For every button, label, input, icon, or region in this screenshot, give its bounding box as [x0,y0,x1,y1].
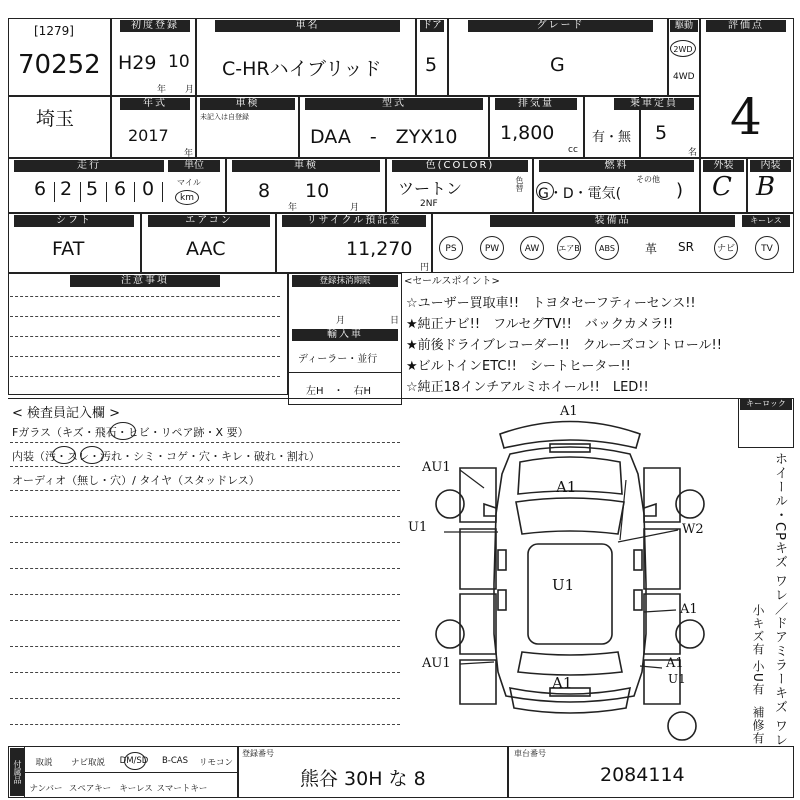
color-name: ツートン [398,179,463,198]
inspection-year: 8 [258,180,271,202]
mark-right-door: W2 [682,522,704,537]
door-header: ドア [420,20,444,32]
accessory: スペアキー [68,784,112,794]
accessory: B-CAS [161,756,189,766]
notice-line [10,316,280,317]
import-divider [288,372,402,373]
model-year: 2017 [128,126,169,145]
fuel-type: G・D・電気( [538,186,622,202]
year-month: 10 [168,52,190,72]
chassis-number: 2084114 [600,764,685,786]
shift-header: シフト [14,215,134,227]
rating-header: 評価点 [706,20,786,32]
interior-circle [52,446,76,464]
year-unit: 年 [157,85,167,95]
keyless-header: キーレス [742,215,790,227]
mark-front-left-fender: AU1 [422,460,451,475]
side-note: ホイール・CPキズ ワレ／ドアミラーキズ ワレ [772,452,787,748]
accessory: キーレス [119,784,153,794]
equip-leather: 革 [645,242,658,256]
doors: 5 [425,54,438,76]
inspector-line [10,466,400,467]
displacement: 1,800 [500,122,555,144]
mark-rear-left: AU1 [422,656,451,671]
accessories-label: 付属品 [10,748,24,796]
import-header: 輸入車 [292,329,398,341]
equip-navi-circled: ナビ [714,236,738,260]
accessory: スマートキー [156,784,208,794]
inspector-line [10,490,400,491]
mark-hood: A1 [556,478,577,496]
unit-header: 単位 [168,160,220,172]
equipment-header: 装備品 [490,215,735,227]
aircon-header: エアコン [148,215,270,227]
mark-left-door: U1 [408,520,428,535]
inspector-line [10,672,400,673]
inspector-line [10,646,400,647]
reg-expiry-day: 日 [390,316,400,326]
reg-number-header: 登録番号 [242,749,274,758]
year-era: H29 [118,52,157,74]
inspection-header: 車検 [200,98,295,110]
fuel-close: ) [676,180,684,201]
dm-sd-circle [124,752,146,770]
notice-line [10,336,280,337]
mile-label: マイル [177,178,201,187]
vehicle-inspection-header: 車検 [232,160,380,172]
reg-expiry-month: 月 [336,316,346,326]
equip-pw-circled: PW [480,236,504,260]
color-change: 色替 [515,176,524,192]
inspection-month-unit: 月 [350,203,360,213]
color-header: 色(COLOR) [392,160,528,172]
chassis-header: 車台番号 [514,749,546,758]
km-circled: km [175,190,199,205]
equip-airbag-circled: エアB [557,236,581,260]
model-name: C-HRハイブリッド [222,58,382,80]
aw-status: 有・無 [592,130,632,145]
inspector-header: < 検査員記入欄 > [12,406,121,421]
mark-trunk: A1 [552,674,573,692]
interior-line: 内装（汚・スレ・汚れ・シミ・コゲ・穴・キレ・破れ・割れ） [12,450,320,463]
interior-header: 内装 [750,160,791,172]
grade-header: グレード [468,20,653,32]
inspector-line [10,542,400,543]
mileage-digit: 5 [86,178,99,200]
side-note: 補修有 [751,706,765,745]
aircon: AAC [186,238,226,260]
reg-number: 熊谷 30H な 8 [300,768,426,790]
notice-line [10,356,280,357]
lot-number: 70252 [18,50,101,80]
stone-circle [110,422,136,440]
notice-header: 注意事項 [70,275,220,287]
dealer-parallel: ディーラー・並行 [298,354,378,365]
inspector-line [10,594,400,595]
region: 埼玉 [36,108,75,130]
capacity-unit: 名 [688,148,698,158]
inspection-note: 未記入は自登録 [200,113,249,121]
drive-header: 駆動 [670,20,698,32]
recycle-unit: 円 [420,263,430,273]
model-code: DAA - ZYX10 [310,126,458,148]
sales-point: ★前後ドライブレコーダー!! クルーズコントロール!! [406,338,722,353]
fuel-other: その他 [636,175,660,184]
exterior-grade: C [712,172,732,202]
equip-sunroof: SR [678,240,694,254]
accessory: ナビ取説 [70,758,105,768]
drive-4wd: 4WD [673,72,695,82]
section-divider [8,398,794,399]
sales-point: ☆ユーザー買取車!! トヨタセーフティーセンス!! [406,296,696,311]
accessory: 取説 [35,758,53,768]
model-year-header: 年式 [120,98,190,110]
capacity: 5 [655,122,668,144]
equip-ps-circled: PS [439,236,463,260]
mark-rear-right: A1 [666,656,684,671]
accessory: リモコン [198,758,233,768]
lot-code: [1279] [34,24,74,38]
recycle-amount: 11,270 [346,238,413,260]
handle-side: 左H ・ 右H [306,386,372,397]
mileage-digit: 2 [60,178,73,200]
interior-circle [80,446,104,464]
sales-point: ★ビルトインETC!! シートヒーター!! [406,359,631,374]
mileage-header: 走行 [14,160,164,172]
keylock-header: キーロック [740,398,792,410]
model-year-unit: 年 [184,149,194,159]
fuel-g-circle [536,182,554,200]
equip-abs-circled: ABS [595,236,619,260]
displacement-unit: cc [568,145,578,155]
inspection-month: 10 [305,180,330,202]
accessories-col-divider [24,746,25,798]
score: 4 [730,88,762,146]
inspector-line [10,442,400,443]
model-code-header: 型式 [305,98,483,110]
inspection-year-unit: 年 [288,203,298,213]
side-note: 小キズ有 [751,604,765,656]
inspector-line [10,724,400,725]
recycle-header: リサイクル預託金 [282,215,426,227]
side-note: 小U有 [751,660,765,696]
accessory: ナンバー [29,784,63,794]
mileage-digits [14,178,174,206]
interior-grade: B [756,172,776,202]
mark-rear-right-2: U1 [668,672,686,686]
windshield-line: Fガラス（キズ・飛石・ヒビ・リペア跡・X 要） [12,426,249,439]
reg-expiry-header: 登録抹消期限 [292,275,398,287]
shift: FAT [52,238,85,260]
mileage-digit: 0 [142,178,155,200]
mark-front-bumper: A1 [560,404,578,419]
sales-point-header: <セールスポイント> [404,276,500,287]
accessory: DM/SD [119,756,149,766]
mileage-digit: 6 [114,178,127,200]
model-header: 車名 [215,20,400,32]
equip-aw-circled: AW [520,236,544,260]
capacity-header: 乗車定員 [614,98,694,110]
notice-line [10,296,280,297]
inspector-line [10,698,400,699]
accessories-row-divider [24,772,238,773]
month-unit: 月 [185,85,195,95]
first-reg-header: 初度登録 [120,20,190,32]
notice-line [10,376,280,377]
exterior-header: 外装 [703,160,744,172]
inspector-line [10,568,400,569]
drive-2wd-circled: 2WD [670,40,696,57]
equip-tv-circled: TV [755,236,779,260]
inspector-line [10,516,400,517]
inspector-line [10,620,400,621]
sales-point: ★純正ナビ!! フルセグTV!! バックカメラ!! [406,317,674,332]
mileage-digit: 6 [34,178,47,200]
audio-tire-line: オーディオ（無し・穴）/ タイヤ（スタッドレス） [12,474,260,487]
mark-roof: U1 [552,576,575,594]
sales-point: ☆純正18インチアルミホイール!! LED!! [406,380,649,395]
fuel-header: 燃料 [539,160,694,172]
displacement-header: 排気量 [495,98,577,110]
grade: G [550,54,565,76]
color-code: 2NF [420,199,438,209]
mark-right-rear-door: A1 [680,602,698,617]
